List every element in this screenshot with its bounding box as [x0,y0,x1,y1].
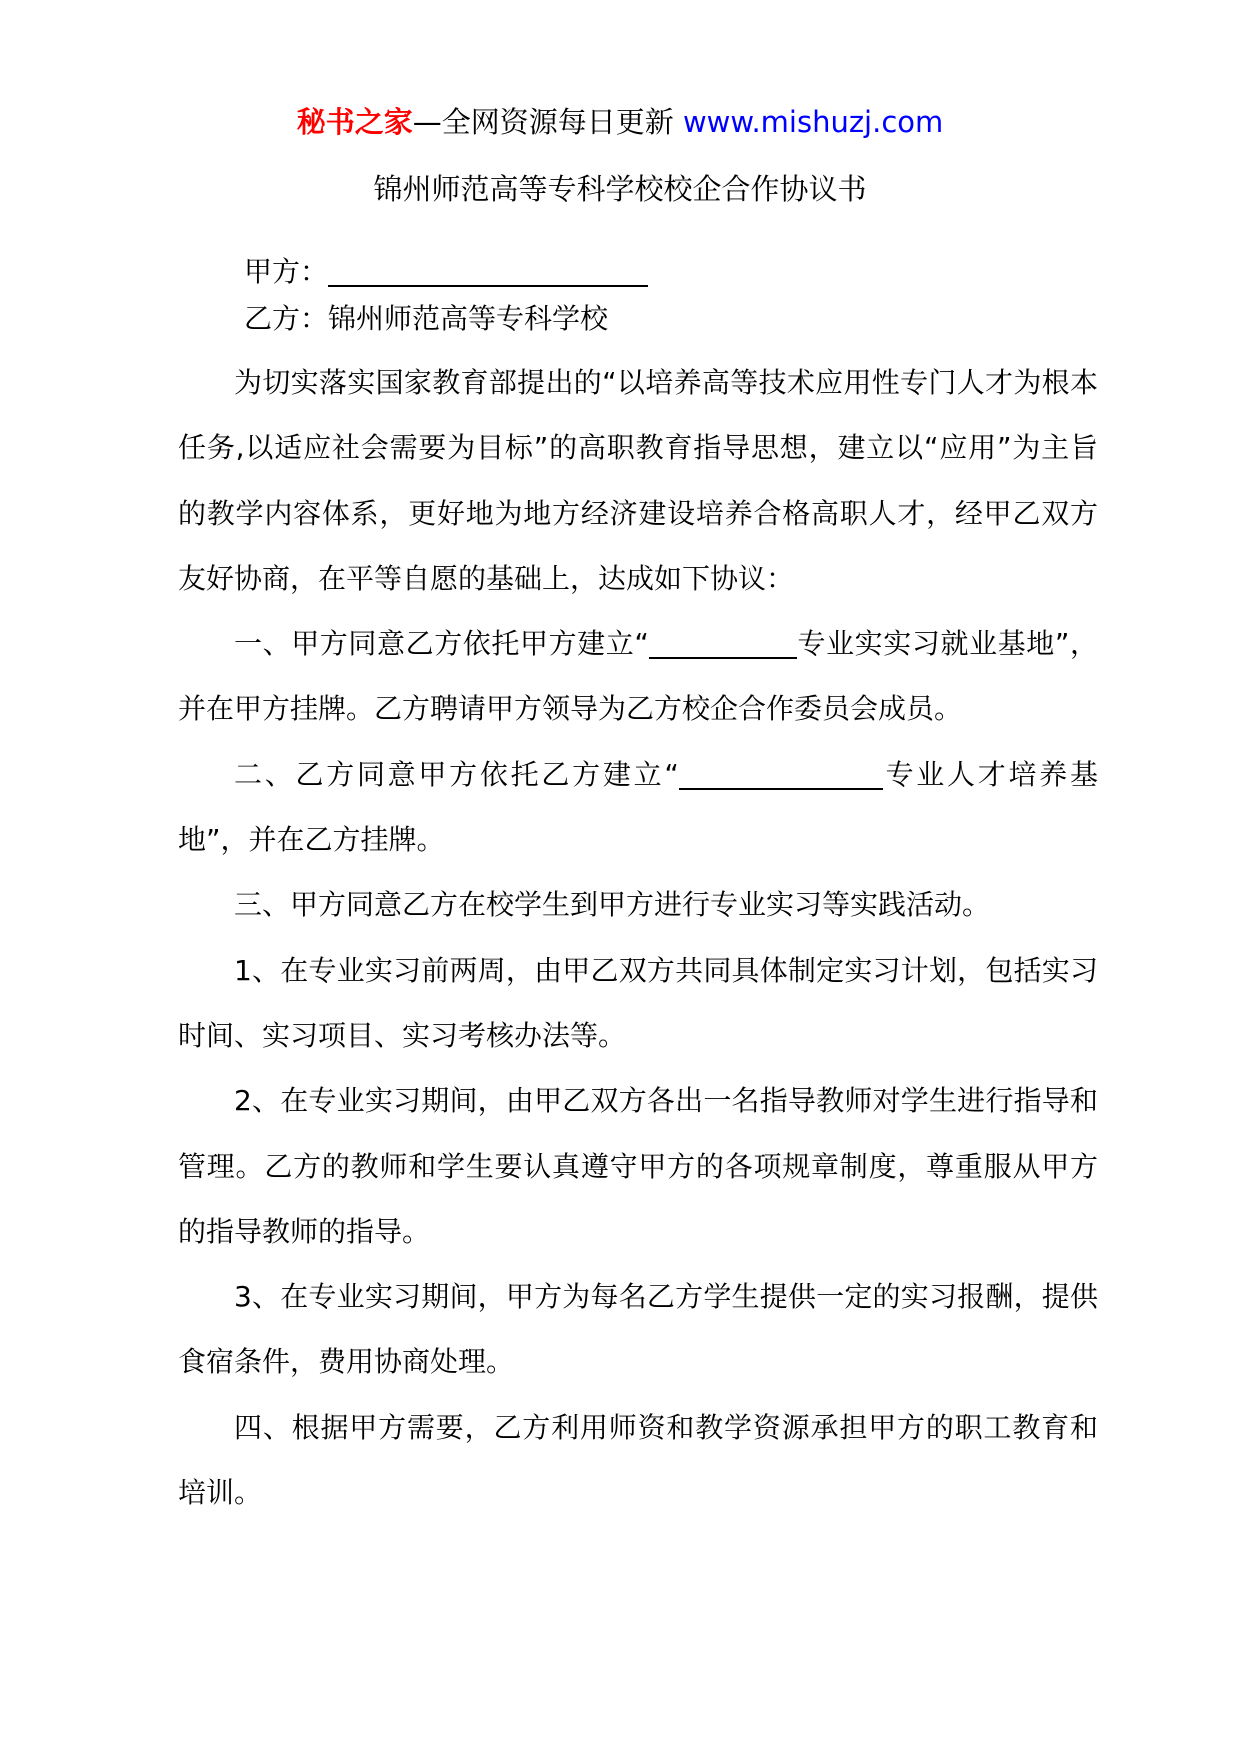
brand-name: 秘书之家 [296,105,413,139]
clause-2-blank [679,756,883,790]
clause-2-pre: 二、乙方同意甲方依托乙方建立“ [234,757,679,791]
clause-1-pre: 一、甲方同意乙方依托甲方建立“ [234,627,649,661]
party-b-line [244,297,608,337]
clause-1 [178,611,1098,742]
party-b-value: 锦州师范高等专科学校 [328,302,609,335]
site-header [0,100,1240,141]
party-a-label: 甲方： [244,255,329,288]
clause-4: 四、根据甲方需要，乙方利用师资和教学资源承担甲方的职工教育和培训。 [178,1410,1098,1510]
party-a-blank [328,253,648,287]
header-slogan: —全网资源每日更新 [412,105,674,139]
clause-3-item-1: 1、在专业实习前两周，由甲乙双方共同具体制定实习计划，包括实习时间、实习项目、实习考核办法等。 [178,953,1098,1052]
clause-2 [178,742,1098,873]
clause-1-post: 专业实实习就业基地”，并在甲方挂牌。乙方聘请甲方领导为乙方校企合作委员会成员。 [178,627,1098,726]
clause-1-blank [649,625,797,659]
clause-3-item-2: 2、在专业实习期间，由甲乙双方各出一名指导教师对学生进行指导和管理。乙方的教师和学生要认真遵守甲方的各项规章制度，尊重服从甲方的指导教师的指导。 [178,1084,1098,1248]
clause-3: 三、甲方同意乙方在校学生到甲方进行专业实习等实践活动。 [234,888,991,922]
intro-paragraph: 为切实落实国家教育部提出的“以培养高等技术应用性专门人才为根本任务,以适应社会需要为目标”的高职教育指导思想，建立以“应用”为主旨的教学内容体系，更好地为地方经济建设培养合格高职人才，经甲乙双方友好协商，在平等自愿的基础上，达成如下协议： [178,366,1098,595]
party-b-label: 乙方： [244,302,329,335]
party-a-line [244,250,648,290]
clause-3-item-3: 3、在专业实习期间，甲方为每名乙方学生提供一定的实习报酬，提供食宿条件，费用协商处理。 [178,1280,1098,1379]
clause-2-post: 专业人才培养基地”，并在乙方挂牌。 [178,757,1098,857]
document-title: 锦州师范高等专科学校校企合作协议书 [373,172,867,206]
site-url-link[interactable]: www.mishuzj.com [682,105,944,139]
agreement-body [178,350,1098,1525]
